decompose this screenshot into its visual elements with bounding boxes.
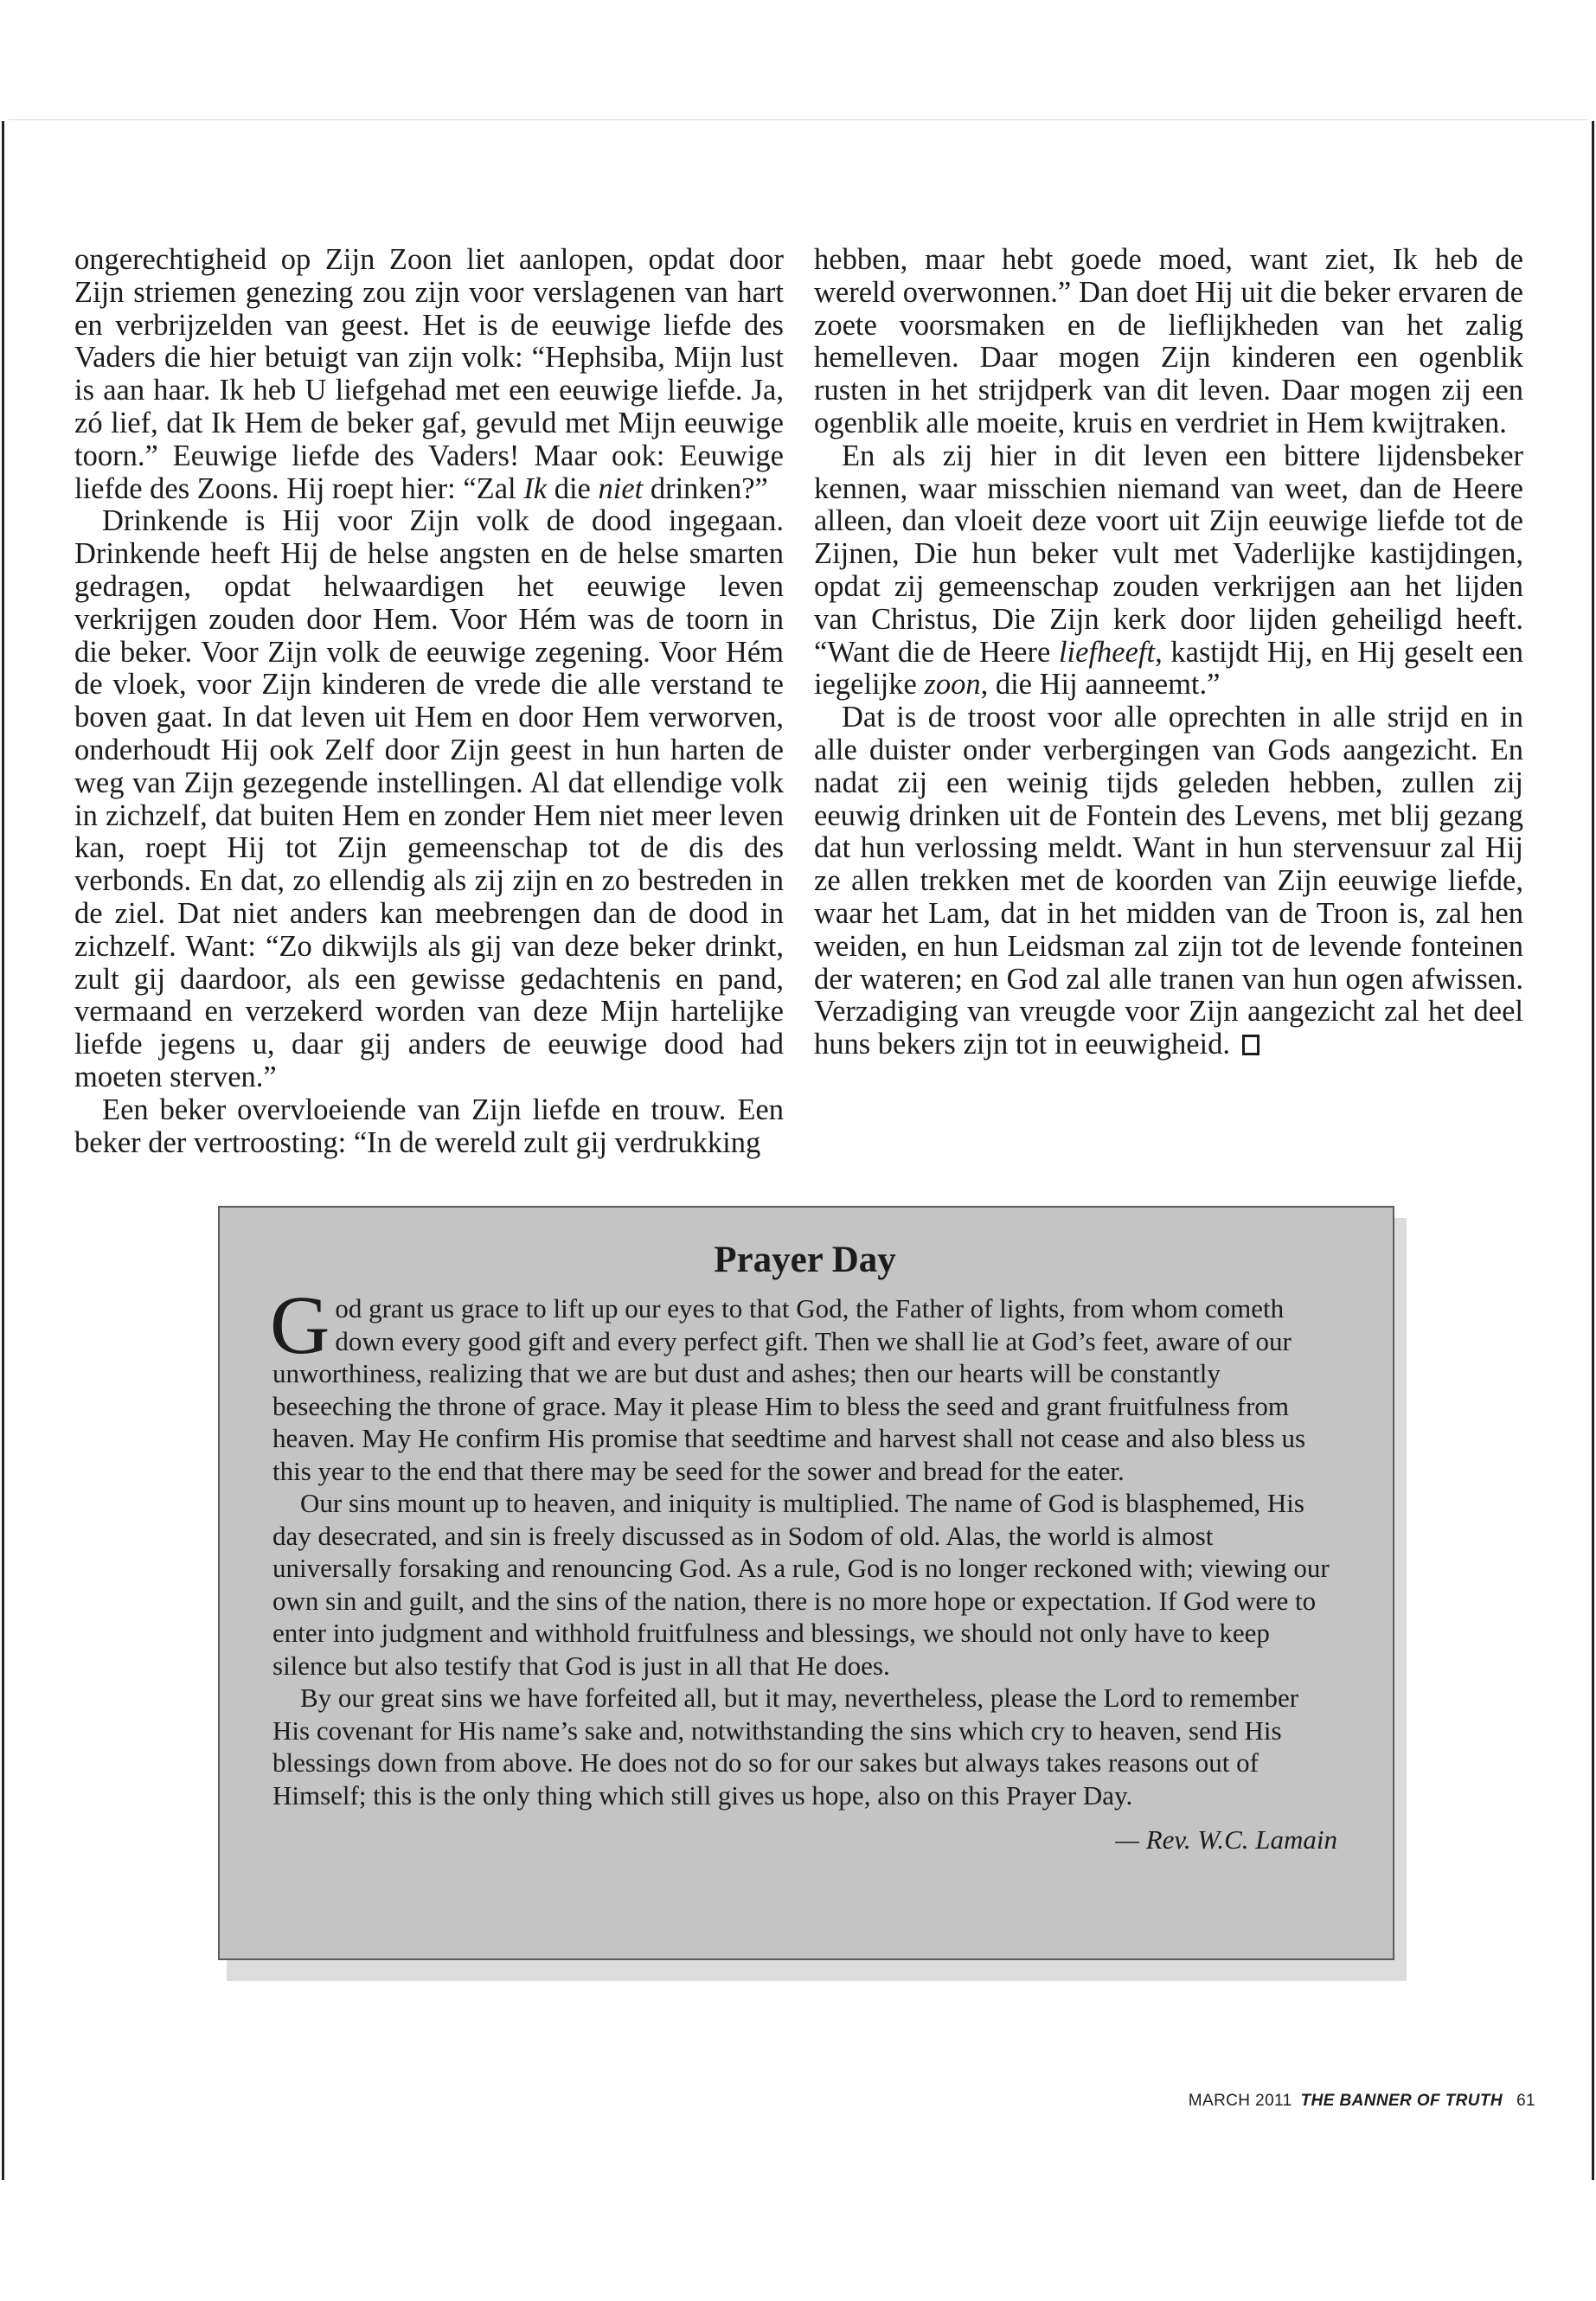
drop-cap: G	[270, 1279, 330, 1371]
end-of-article-icon	[1242, 1035, 1259, 1055]
prayer-box-title: Prayer Day	[714, 1240, 896, 1280]
page-edge-right	[1592, 121, 1594, 2180]
right-paragraph-2: En als zij hier in dit leven een bittere lijdensbeker kennen, waar misschien niemand van weet, dan de Heere alleen, dan vloeit deze voort uit Zijn eeuwige liefde tot de Zijnen, Die hun beker vult met Vaderlijke kastijdingen, opdat zij gemeenschap zouden verkrijgen aan het lijden van Christus, Die Zijn kerk door lijden geheiligd heeft. “Want die de Heere liefheeft, kastijdt Hij, en Hij geselt een iegelijke zoon, die Hij aanneemt.”	[814, 439, 1523, 702]
right-paragraph-3: Dat is de troost voor alle oprechten in alle strijd en in alle duister onder verbergingen van Gods aangezicht. En nadat zij een weinig tijds geleden hebben, zullen zij eeuwig drinken uit de Fontein des Levens, met blij gezang dat hun verlossing meldt. Want in hun stervensuur zal Hij ze allen trekken met de koorden van Zijn eeuwige liefde, waar het Lam, dat in het midden van de Troon is, zal hen weiden, en hun Leidsman zal zijn tot de levende fonteinen der wateren; en God zal alle tranen van hun ogen afwissen. Verzadiging van vreugde voor Zijn aangezicht zal het deel huns bekers zijn tot in eeuwigheid.	[814, 701, 1523, 1061]
right-paragraph-1: hebben, maar hebt goede moed, want ziet, Ik heb de wereld overwonnen.” Dan doet Hij uit die beker ervaren de zoete voorsmaken en de lieflijkheden van het zalig hemelleven. Daar mogen Zijn kinderen een ogenblik rusten in het strijdperk van dit leven. Daar mogen zij een ogenblik alle moeite, kruis en verdriet in Hem kwijtraken.	[814, 243, 1523, 439]
prayer-day-box	[218, 1206, 1394, 1960]
top-rule	[9, 119, 1587, 120]
right-column	[814, 244, 1523, 1061]
left-paragraph-2: Drinkende is Hij voor Zijn volk de dood ingegaan. Drinkende heeft Hij de helse angsten en de helse smarten gedragen, opdat helwaardigen het eeuwige leven verkrijgen zouden door Hem. Voor Hém was de toorn in die beker. Voor Zijn volk de eeuwige zegening. Voor Hém de vloek, voor Zijn kinderen de vrede die alle verstand te boven gaat. In dat leven uit Hem en door Hem verworven, onderhoudt Hij ook Zelf door Zijn geest in hun harten de weg van Zijn gezegende instellingen. Al dat ellendige volk in zichzelf, dat buiten Hem en zonder Hem niet meer leven kan, roept Hij tot Zijn gemeenschap tot de dis des verbonds. En dat, zo ellendig als zij zijn en zo bestreden in de ziel. Dat niet anders kan meebrengen dan de dood in zichzelf. Want: “Zo dikwijls als gij van deze beker drinkt, zult gij daardoor, als een gewisse gedachtenis en pand, vermaand en verzekerd worden van deze Mijn hartelijke liefde jegens u, daar gij anders de eeuwige dood had moeten sterven.”	[74, 504, 784, 1093]
prayer-paragraph-3: By our great sins we have forfeited all, but it may, nevertheless, please the Lord to remember His covenant for His name’s sake and, notwithstanding the sins which cry to heaven, send His blessings down from above. He does not do so for our sakes but always takes reasons out of Himself; this is the only thing which still gives us hope, also on this Prayer Day.	[272, 1682, 1299, 1811]
left-column	[74, 244, 784, 1159]
page-edge-left	[2, 121, 4, 2180]
footer-date: MARCH 2011	[1188, 2092, 1292, 2110]
footer-publication: THE BANNER OF TRUTH	[1300, 2092, 1503, 2110]
prayer-signature: — Rev. W.C. Lamain	[1115, 1824, 1337, 1855]
left-paragraph-1: ongerechtigheid op Zijn Zoon liet aanlopen, opdat door Zijn striemen genezing zou zijn voor verslagenen van hart en verbrijzelden van geest. Het is de eeuwige liefde des Vaders die hier betuigt van zijn volk: “Hephsiba, Mijn lust is aan haar. Ik heb U liefgehad met een eeuwige liefde. Ja, zó lief, dat Ik Hem de beker gaf, gevuld met Mijn eeuwige toorn.” Eeuwige liefde des Vaders! Maar ook: Eeuwige liefde des Zoons. Hij roept hier: “Zal Ik die niet drinken?”	[74, 243, 784, 505]
prayer-paragraph-1: God grant us grace to lift up our eyes to that God, the Father of lights, from whom cometh down every good gift and every perfect gift. Then we shall lie at God’s feet, aware of our unworthiness, realizing that we are but dust and ashes; then our hearts will be constantly beseeching the throne of grace. May it please Him to bless the seed and grant fruitfulness from heaven. May He confirm His promise that seedtime and harvest shall not cease and also bless us this year to the end that there may be seed for the sower and bread for the eater.	[270, 1279, 1306, 1486]
page-number: 61	[1516, 2092, 1535, 2110]
page-footer	[1189, 2092, 1535, 2111]
left-paragraph-3: Een beker overvloeiende van Zijn liefde en trouw. Een beker der vertroosting: “In de wereld zult gij verdrukking	[74, 1093, 784, 1159]
prayer-paragraph-2: Our sins mount up to heaven, and iniquity is multiplied. The name of God is blasphemed, His day desecrated, and sin is freely discussed as in Sodom of old. Alas, the world is almost universally forsaking and renouncing God. As a rule, God is no longer reckoned with; viewing our own sin and guilt, and the sins of the nation, there is no more hope or expectation. If God were to enter into judgment and withhold fruitfulness and blessings, we should not only have to keep silence but also testify that God is just in all that He does.	[272, 1488, 1330, 1681]
